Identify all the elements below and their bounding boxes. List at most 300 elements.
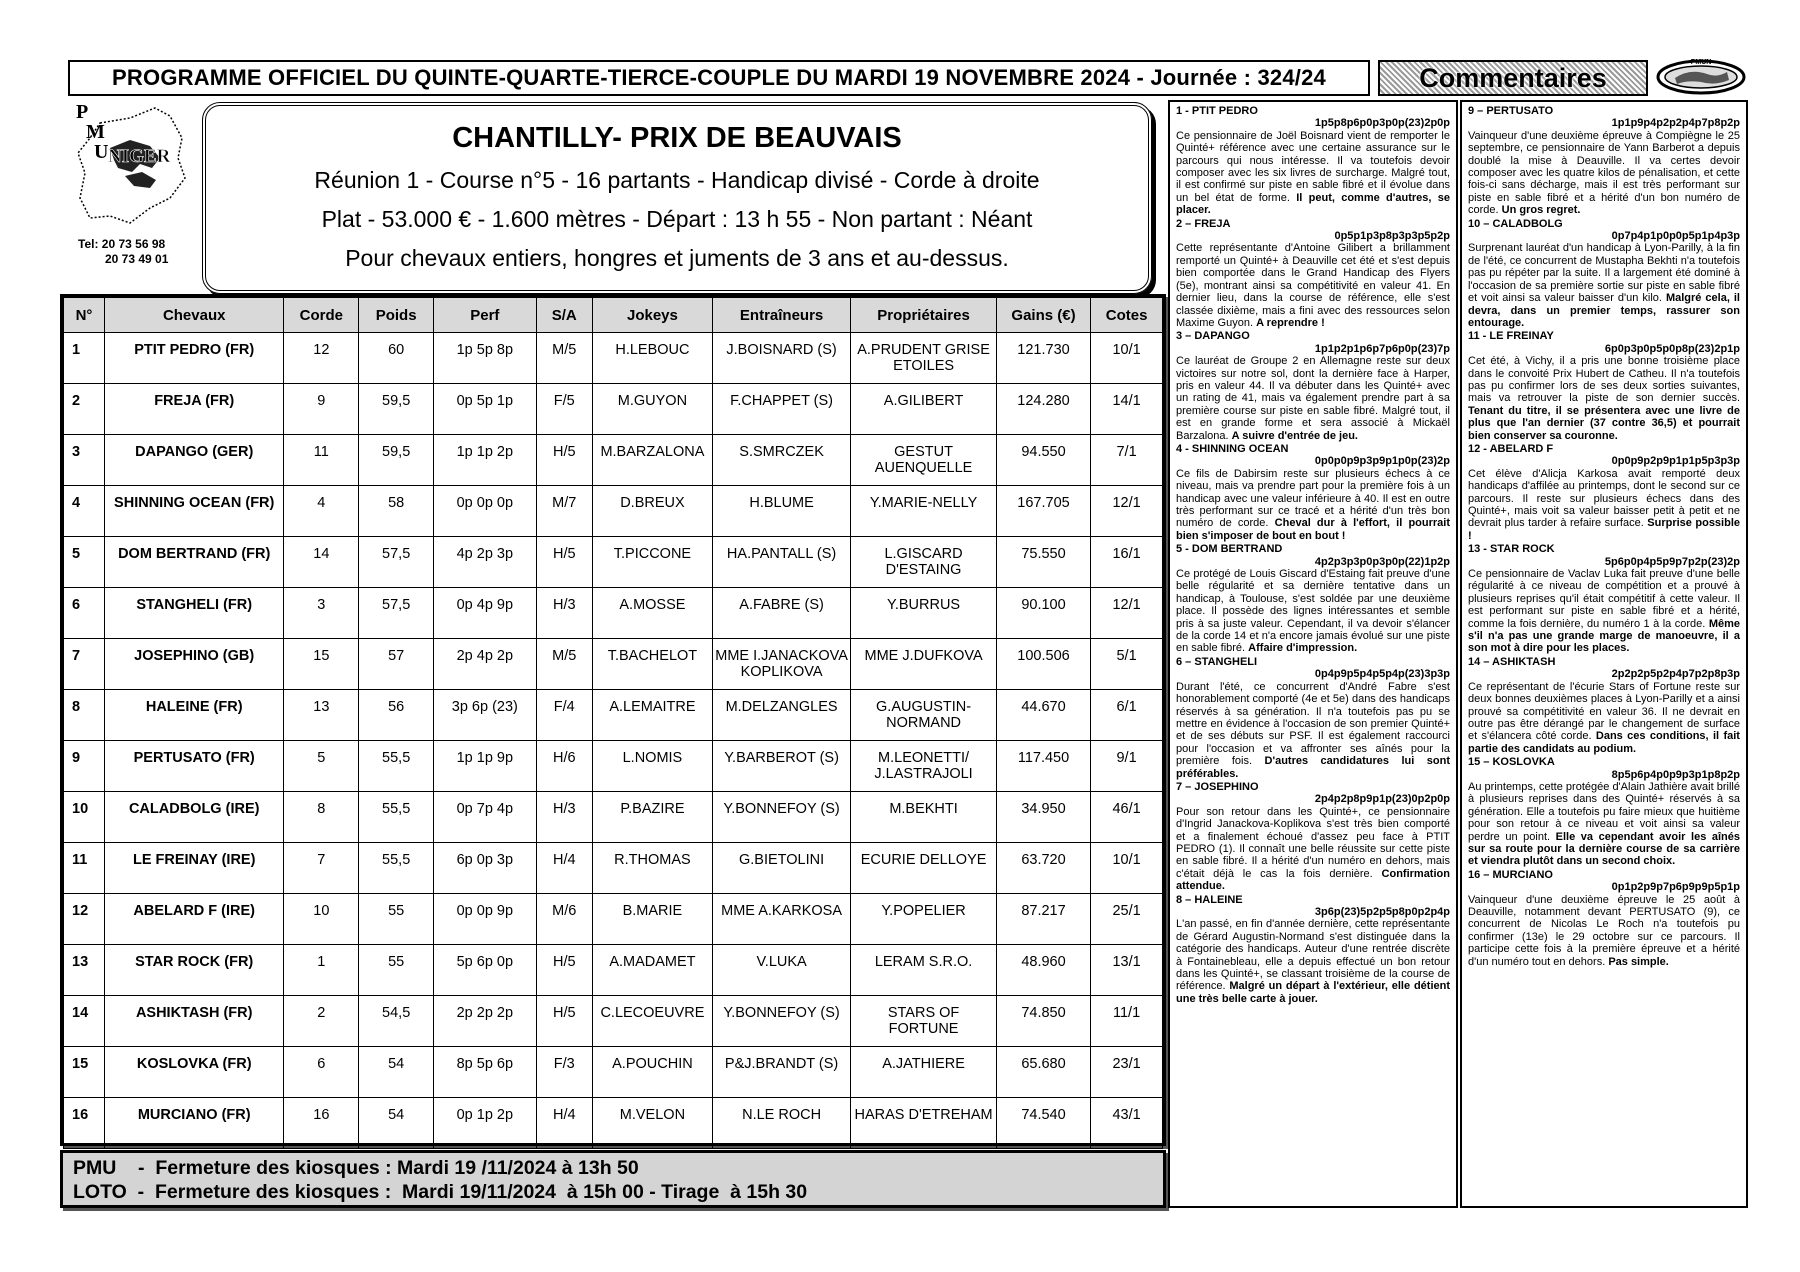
comment-verdict: Même s'il n'a pas une grande marge de manoeuvre, il a son mot à dire pour les places. [1468, 617, 1741, 655]
cell-perf: 1p 1p 2p [434, 435, 537, 486]
comment-perf-string: 2p2p2p5p2p4p7p2p8p3p [1611, 668, 1740, 681]
comment-text [1176, 355, 1450, 442]
cell-cote: 16/1 [1091, 537, 1163, 588]
comment-perf-string: 1p5p8p6p0p3p0p(23)2p0p [1314, 117, 1450, 130]
cell-cote: 23/1 [1091, 1047, 1163, 1098]
cell-owner: M.BEKHTI [851, 792, 997, 843]
comment-verdict: Un gros regret. [1501, 204, 1581, 217]
cell-gains: 44.670 [996, 690, 1090, 741]
cell-num: 1 [64, 333, 105, 384]
cell-perf: 0p 7p 4p [434, 792, 537, 843]
table-row [64, 1047, 1163, 1098]
cell-owner: G.AUGUSTIN-NORMAND [851, 690, 997, 741]
table-row [64, 1098, 1163, 1149]
cell-sa: H/6 [536, 741, 592, 792]
comment-verdict: Affaire d'impression. [1248, 642, 1358, 655]
phone-1: Tel: 20 73 56 98 [78, 237, 166, 251]
cell-corde: 10 [284, 894, 359, 945]
race-title: CHANTILLY- PRIX DE BEAUVAIS [452, 122, 902, 154]
comment-horse-title: 7 – JOSEPHINO [1176, 780, 1259, 793]
table-row [64, 945, 1163, 996]
comment-horse-title: 4 - SHINNING OCEAN [1176, 442, 1289, 455]
runners-table [63, 297, 1163, 1149]
cell-num: 9 [64, 741, 105, 792]
race-line-1: Réunion 1 - Course n°5 - 16 partants - Handicap divisé - Corde à droite [314, 167, 1040, 193]
cell-cote: 5/1 [1091, 639, 1163, 690]
cell-horse: FREJA (FR) [105, 384, 284, 435]
col-header-num: N° [64, 298, 105, 333]
comment-perf-string: 6p0p3p0p5p0p8p(23)2p1p [1604, 342, 1740, 355]
cell-owner: Y.BURRUS [851, 588, 997, 639]
cell-owner: A.JATHIERE [851, 1047, 997, 1098]
col-header-owner: Propriétaires [851, 298, 997, 333]
cell-sa: H/5 [536, 435, 592, 486]
pmu-oval-logo-icon [1655, 56, 1747, 96]
cell-num: 15 [64, 1047, 105, 1098]
comment-body: Cet été, à Vichy, il a pris une bonne troisième place dans le convoité Prix Hubert de Catheu. Il n'a toutefois pas pu confirmer lors de ses deux sorties suivantes, mais va retrouver la piste de son dernier succès. [1468, 355, 1740, 405]
comment-perf-string: 4p2p3p3p0p3p0p(22)1p2p [1314, 555, 1450, 568]
cell-cote: 46/1 [1091, 792, 1163, 843]
comment-perf-string: 0p0p0p9p3p9p1p0p(23)2p [1314, 455, 1450, 468]
cell-cote: 9/1 [1091, 741, 1163, 792]
cell-owner: MME J.DUFKOVA [851, 639, 997, 690]
cell-sa: F/4 [536, 690, 592, 741]
comment-entry [1468, 218, 1740, 330]
cell-cote: 13/1 [1091, 945, 1163, 996]
comment-text [1468, 894, 1740, 968]
cell-num: 6 [64, 588, 105, 639]
cell-corde: 14 [284, 537, 359, 588]
comment-entry [1176, 443, 1450, 542]
comments-column-2 [1460, 100, 1748, 1208]
race-line-2: Plat - 53.000 € - 1.600 mètres - Départ : 13 h 55 - Non partant : Néant [321, 206, 1033, 232]
comment-body: Ce représentant de l'écurie Stars of Fortune reste sur deux bonnes deuxièmes places à Lyon-Parilly et a ainsi prouvé sa compétitivité en valeur 36. Il ne devrait en outre pas être dérangé par le changement de surface et s'élancera côté corde. [1468, 680, 1740, 743]
cell-trainer: A.FABRE (S) [712, 588, 850, 639]
cell-cote: 7/1 [1091, 435, 1163, 486]
cell-num: 2 [64, 384, 105, 435]
cell-corde: 2 [284, 996, 359, 1047]
comment-horse-title: 8 – HALEINE [1176, 893, 1243, 906]
phone-2: 20 73 49 01 [105, 252, 169, 266]
cell-trainer: MME I.JANACKOVA KOPLIKOVA [712, 639, 850, 690]
comment-horse-title: 10 – CALADBOLG [1468, 217, 1563, 230]
cell-horse: JOSEPHINO (GB) [105, 639, 284, 690]
cell-sa: H/3 [536, 792, 592, 843]
cell-jockey: M.GUYON [592, 384, 712, 435]
logo-letter-m: M [86, 121, 105, 143]
cell-sa: M/5 [536, 333, 592, 384]
cell-gains: 90.100 [996, 588, 1090, 639]
cell-jockey: A.MADAMET [592, 945, 712, 996]
cell-poids: 55 [359, 945, 434, 996]
table-row [64, 741, 1163, 792]
cell-owner: M.LEONETTI/ J.LASTRAJOLI [851, 741, 997, 792]
comment-perf-string: 0p1p2p9p7p6p9p9p5p1p [1611, 881, 1740, 894]
comment-horse-title: 1 - PTIT PEDRO [1176, 105, 1258, 117]
cell-cote: 10/1 [1091, 333, 1163, 384]
cell-sa: H/3 [536, 588, 592, 639]
cell-horse: SHINNING OCEAN (FR) [105, 486, 284, 537]
cell-gains: 63.720 [996, 843, 1090, 894]
cell-owner: ECURIE DELLOYE [851, 843, 997, 894]
cell-poids: 55 [359, 894, 434, 945]
cell-perf: 0p 1p 2p [434, 1098, 537, 1149]
cell-poids: 59,5 [359, 384, 434, 435]
comment-horse-title: 13 - STAR ROCK [1468, 543, 1555, 556]
comment-body: Ce pensionnaire de Vaclav Luka fait preuve d'une belle régularité à ce niveau de compétition et a prouvé à plusieurs reprises qu'il était compétitif à cette valeur. Il est performant sur piste en sable fibré et a hérité, comme la fois dernière, du numéro 1 à la corde. [1468, 568, 1740, 630]
comment-entry [1176, 656, 1450, 780]
comment-verdict: Elle va cependant avoir les aînés sur sa route pour la dernière course de sa carrière et viendra plutôt dans un second choix. [1468, 830, 1741, 868]
comment-body: Ce lauréat de Groupe 2 en Allemagne reste sur deux victoires sur notre sol, dont la dernière face à Harper, pris en valeur 44. Il va débuter dans les Quinté+ avec un rating de 41, mais va également prendre part à sa première course sur piste en sable fibré. Malgré tout, il est en grande forme et sera associé à Mickaël Barzalona. [1176, 355, 1450, 442]
page-banner [68, 60, 1370, 96]
cell-horse: LE FREINAY (IRE) [105, 843, 284, 894]
comment-verdict: Malgré cela, il devra, dans un premier temps, rassurer son entourage. [1468, 292, 1740, 329]
cell-perf: 3p 6p (23) [434, 690, 537, 741]
closing-times-footer [60, 1150, 1166, 1208]
comment-body: Cette représentante d'Antoine Gilibert a brillamment remporté un Quinté+ à Deauville cet été et s'est depuis bien comportée dans le Grand Handicap des Flyers (5e), montrant ainsi sa compétitivité en valeur 41. En dernier lieu, dans la course de référence, elle s'est classée dixième, mais a fini avec des ressources selon Maxime Guyon. [1176, 242, 1450, 329]
cell-perf: 4p 2p 3p [434, 537, 537, 588]
comment-verdict: Confirmation attendue. [1176, 867, 1450, 893]
cell-gains: 74.850 [996, 996, 1090, 1047]
footer-pmu: PMU - Fermeture des kiosques : Mardi 19 /11/2024 à 13h 50 [73, 1157, 639, 1179]
cell-cote: 11/1 [1091, 996, 1163, 1047]
cell-corde: 13 [284, 690, 359, 741]
comment-body: Pour son retour dans les Quinté+, ce pensionnaire d'Ingrid Janackova-Koplikova s'est très bien comporté et a finalement échoué d'assez peu face à PTIT PEDRO (1). Il connaît une belle réussite sur cette piste en sable fibré. Il a hérité d'un numéro en dehors, mais c'était déjà le cas la fois dernière. [1176, 805, 1450, 880]
cell-corde: 12 [284, 333, 359, 384]
cell-sa: H/5 [536, 537, 592, 588]
cell-cote: 12/1 [1091, 486, 1163, 537]
cell-jockey: M.BARZALONA [592, 435, 712, 486]
cell-num: 4 [64, 486, 105, 537]
cell-jockey: A.MOSSE [592, 588, 712, 639]
cell-horse: DAPANGO (GER) [105, 435, 284, 486]
cell-corde: 7 [284, 843, 359, 894]
cell-sa: H/5 [536, 945, 592, 996]
table-row [64, 639, 1163, 690]
cell-jockey: M.VELON [592, 1098, 712, 1149]
cell-gains: 65.680 [996, 1047, 1090, 1098]
cell-sa: M/6 [536, 894, 592, 945]
cell-jockey: A.LEMAITRE [592, 690, 712, 741]
table-row [64, 588, 1163, 639]
comment-body: L'an passé, en fin d'année dernière, cette représentante de Gérard Augustin-Normand s'est distinguée dans la catégorie des handicaps. Auteur d'une rentrée discrète à Fontainebleau, elle a depuis effectué un bon retour dans les Quinté+, se classant troisième de la course de référence. [1176, 918, 1450, 993]
cell-gains: 34.950 [996, 792, 1090, 843]
cell-owner: STARS OF FORTUNE [851, 996, 997, 1047]
cell-poids: 55,5 [359, 741, 434, 792]
cell-gains: 121.730 [996, 333, 1090, 384]
comment-text [1468, 568, 1740, 655]
table-row [64, 996, 1163, 1047]
comment-horse-title: 15 – KOSLOVKA [1468, 756, 1555, 769]
comment-perf-string: 0p4p9p5p4p5p4p(23)3p3p [1314, 668, 1450, 681]
comment-verdict: Tenant du titre, il se présentera avec une livre de plus que l'an dernier (37 contre 36,5) et pourrait bien conserver sa couronne. [1468, 404, 1740, 442]
cell-corde: 15 [284, 639, 359, 690]
comment-body: Vainqueur d'une deuxième épreuve à Compiègne le 25 septembre, ce pensionnaire de Yann Barberot a depuis doublé la mise à Deauville. Il va certes devoir composer avec les quatre kilos de pénalisation, et cette fois-ci sans décharge, mais il est très performant sur piste en sable fibré et a hérité d'un bon numéro de corde. [1468, 129, 1740, 217]
cell-cote: 6/1 [1091, 690, 1163, 741]
cell-num: 11 [64, 843, 105, 894]
cell-sa: F/5 [536, 384, 592, 435]
comment-entry [1176, 218, 1450, 330]
comment-entry [1176, 330, 1450, 442]
cell-trainer: Y.BONNEFOY (S) [712, 792, 850, 843]
table-row [64, 384, 1163, 435]
comment-text [1176, 806, 1450, 893]
comments-title: Commentaires [1419, 62, 1607, 93]
cell-corde: 3 [284, 588, 359, 639]
comment-verdict: Malgré un départ à l'extérieur, elle détient une très belle carte à jouer. [1176, 980, 1450, 1005]
cell-horse: HALEINE (FR) [105, 690, 284, 741]
cell-horse: STAR ROCK (FR) [105, 945, 284, 996]
table-row [64, 843, 1163, 894]
cell-cote: 25/1 [1091, 894, 1163, 945]
cell-gains: 100.506 [996, 639, 1090, 690]
cell-corde: 16 [284, 1098, 359, 1149]
comment-entry [1468, 330, 1740, 442]
cell-poids: 57,5 [359, 537, 434, 588]
col-header-trainer: Entraîneurs [712, 298, 850, 333]
comment-verdict: Dans ces conditions, il fait partie des candidats au podium. [1468, 730, 1740, 755]
cell-gains: 117.450 [996, 741, 1090, 792]
comment-horse-title: 3 – DAPANGO [1176, 330, 1250, 343]
footer-loto: LOTO - Fermeture des kiosques : Mardi 19/11/2024 à 15h 00 - Tirage à 15h 30 [73, 1181, 808, 1203]
cell-perf: 5p 6p 0p [434, 945, 537, 996]
comments-column-1 [1168, 100, 1458, 1208]
cell-trainer: MME A.KARKOSA [712, 894, 850, 945]
cell-trainer: J.BOISNARD (S) [712, 333, 850, 384]
cell-num: 10 [64, 792, 105, 843]
comment-verdict: D'autres candidatures lui sont préférables. [1176, 755, 1450, 780]
cell-sa: H/5 [536, 996, 592, 1047]
comment-text [1468, 130, 1740, 217]
comment-body: Vainqueur d'une deuxième épreuve le 25 août à Deauville, notamment devant PERTUSATO (9), ce concurrent de Nicolas Le Roch n'a toutefois pu confirmer (13e) le 29 octobre sur ce parcours. Il participe cette fois à la première épreuve et a hérité d'un numéro tout en dehors. [1468, 893, 1740, 968]
comment-body: Surprenant lauréat d'un handicap à Lyon-Parilly, à la fin de l'été, ce concurrent de Mustapha Bekhti n'a toutefois pas pu répéter par la suite. Il a largement été dominé à l'occasion de sa première sortie sur piste en sable fibré et voit ainsi sa valeur baisser d'un kilo. [1468, 242, 1740, 305]
comment-text [1176, 468, 1450, 542]
cell-owner: LERAM S.R.O. [851, 945, 997, 996]
cell-jockey: R.THOMAS [592, 843, 712, 894]
cell-jockey: C.LECOEUVRE [592, 996, 712, 1047]
comment-text [1468, 242, 1740, 329]
cell-trainer: M.DELZANGLES [712, 690, 850, 741]
cell-gains: 48.960 [996, 945, 1090, 996]
comment-perf-string: 8p5p6p4p0p9p3p1p8p2p [1611, 768, 1740, 781]
cell-perf: 1p 5p 8p [434, 333, 537, 384]
cell-jockey: L.NOMIS [592, 741, 712, 792]
cell-poids: 57,5 [359, 588, 434, 639]
comment-entry [1468, 105, 1740, 217]
comment-verdict: Cheval dur à l'effort, il pourrait bien s'imposer de bout en bout ! [1176, 517, 1450, 542]
cell-poids: 55,5 [359, 843, 434, 894]
comment-text [1176, 130, 1450, 217]
cell-trainer: Y.BONNEFOY (S) [712, 996, 850, 1047]
cell-trainer: P&J.BRANDT (S) [712, 1047, 850, 1098]
cell-jockey: T.PICCONE [592, 537, 712, 588]
cell-poids: 55,5 [359, 792, 434, 843]
comment-verdict: Surprise possible ! [1468, 517, 1740, 542]
cell-sa: H/4 [536, 843, 592, 894]
comments-header [1378, 60, 1648, 96]
cell-horse: STANGHELI (FR) [105, 588, 284, 639]
cell-num: 5 [64, 537, 105, 588]
cell-horse: ABELARD F (IRE) [105, 894, 284, 945]
comment-horse-title: 2 – FREJA [1176, 217, 1231, 230]
cell-trainer: H.BLUME [712, 486, 850, 537]
comment-text [1176, 681, 1450, 780]
cell-corde: 1 [284, 945, 359, 996]
comment-body: Durant l'été, ce concurrent d'André Fabre s'est honorablement comporté (4e et 5e) dans des handicaps réservés à sa génération. Il n'a toutefois pas pu se mettre en évidence à l'occasion de son premier Quinté+ et de ses débuts sur PSF. Il est également raccourci pour l'occasion et va affronter ses aînés pour la première fois. [1176, 680, 1450, 768]
race-info-box [202, 102, 1152, 294]
comment-text [1468, 781, 1740, 868]
logo-niger: NIGER [108, 146, 171, 167]
comment-entry [1176, 781, 1450, 893]
cell-sa: M/5 [536, 639, 592, 690]
comment-verdict: A suivre d'entrée de jeu. [1231, 429, 1358, 442]
cell-owner: L.GISCARD D'ESTAING [851, 537, 997, 588]
col-header-sa: S/A [536, 298, 592, 333]
cell-corde: 9 [284, 384, 359, 435]
col-header-corde: Corde [284, 298, 359, 333]
cell-cote: 14/1 [1091, 384, 1163, 435]
cell-num: 12 [64, 894, 105, 945]
cell-perf: 2p 2p 2p [434, 996, 537, 1047]
cell-horse: DOM BERTRAND (FR) [105, 537, 284, 588]
comment-perf-string: 5p6p0p4p5p9p7p2p(23)2p [1604, 555, 1740, 568]
cell-gains: 124.280 [996, 384, 1090, 435]
comment-perf-string: 0p0p9p2p9p1p1p5p3p3p [1611, 455, 1740, 468]
cell-num: 7 [64, 639, 105, 690]
comment-body: Ce pensionnaire de Joël Boisnard vient de remporter le Quinté+ référence avec une certaine assurance sur le parcours qui nous intéresse. Il va toutefois devoir composer avec les six livres de surcharge. Malgré tout, il est confirmé sur piste en sable fibré et il évolue dans un bel état de forme. [1176, 129, 1450, 204]
cell-jockey: B.MARIE [592, 894, 712, 945]
cell-corde: 11 [284, 435, 359, 486]
col-header-perf: Perf [434, 298, 537, 333]
comment-verdict: A reprendre ! [1256, 316, 1325, 329]
cell-jockey: D.BREUX [592, 486, 712, 537]
cell-horse: KOSLOVKA (FR) [105, 1047, 284, 1098]
comment-entry [1468, 656, 1740, 755]
cell-perf: 0p 4p 9p [434, 588, 537, 639]
comment-text [1468, 681, 1740, 755]
cell-jockey: A.POUCHIN [592, 1047, 712, 1098]
cell-sa: M/7 [536, 486, 592, 537]
cell-trainer: Y.BARBEROT (S) [712, 741, 850, 792]
cell-owner: A.PRUDENT GRISE ETOILES [851, 333, 997, 384]
comment-entry [1176, 543, 1450, 655]
table-row [64, 537, 1163, 588]
comment-horse-title: 5 - DOM BERTRAND [1176, 543, 1283, 556]
comment-verdict: Pas simple. [1608, 955, 1669, 968]
comment-body: Au printemps, cette protégée d'Alain Jathière avait brillé à plusieurs reprises dans des Quinté+ réservés à sa génération. Elle a toutefois pu faire mieux que huitième pour son retour à ce niveau et voit ainsi sa valeur perdre un point. [1468, 780, 1740, 843]
runners-table-wrapper [60, 294, 1166, 1146]
comment-text [1176, 568, 1450, 655]
cell-num: 13 [64, 945, 105, 996]
comment-perf-string: 1p1p9p4p2p2p4p7p8p2p [1611, 117, 1740, 130]
table-header-row [64, 298, 1163, 333]
comment-entry [1176, 105, 1450, 217]
cell-horse: CALADBOLG (IRE) [105, 792, 284, 843]
cell-horse: ASHIKTASH (FR) [105, 996, 284, 1047]
cell-trainer: V.LUKA [712, 945, 850, 996]
cell-horse: PERTUSATO (FR) [105, 741, 284, 792]
comment-perf-string: 3p6p(23)5p2p5p8p0p2p4p [1314, 906, 1450, 918]
comment-horse-title: 14 – ASHIKTASH [1468, 655, 1556, 668]
comment-text [1468, 355, 1740, 442]
comment-horse-title: 6 – STANGHELI [1176, 655, 1258, 668]
cell-num: 16 [64, 1098, 105, 1149]
comment-entry [1468, 543, 1740, 655]
cell-poids: 54 [359, 1047, 434, 1098]
cell-perf: 0p 0p 9p [434, 894, 537, 945]
cell-poids: 58 [359, 486, 434, 537]
table-row [64, 486, 1163, 537]
cell-perf: 1p 1p 9p [434, 741, 537, 792]
comment-perf-string: 2p4p2p8p9p1p(23)0p2p0p [1314, 793, 1450, 806]
table-row [64, 894, 1163, 945]
banner-title: PROGRAMME OFFICIEL DU QUINTE-QUARTE-TIERCE-COUPLE DU MARDI 19 NOVEMBRE 2024 - Journée : 324/24 [112, 65, 1326, 90]
cell-jockey: H.LEBOUC [592, 333, 712, 384]
cell-cote: 10/1 [1091, 843, 1163, 894]
comment-entry [1176, 894, 1450, 1006]
cell-poids: 56 [359, 690, 434, 741]
col-header-cotes: Cotes [1091, 298, 1163, 333]
col-header-gains: Gains (€) [996, 298, 1090, 333]
cell-gains: 87.217 [996, 894, 1090, 945]
comment-body: Ce fils de Dabirsim reste sur plusieurs échecs à ce niveau, mais va prendre part pour la première fois à un handicap avec une valeur inférieure à 40. Il est en outre très performant sur ce tracé et a hérité d'un très bon numéro de corde. [1176, 467, 1450, 530]
logo-letter-u: U [94, 141, 109, 163]
comment-horse-title: 12 - ABELARD F [1468, 442, 1554, 455]
cell-num: 14 [64, 996, 105, 1047]
comment-horse-title: 16 – MURCIANO [1468, 868, 1553, 881]
cell-cote: 43/1 [1091, 1098, 1163, 1149]
comment-text [1176, 918, 1450, 1005]
cell-corde: 6 [284, 1047, 359, 1098]
cell-corde: 5 [284, 741, 359, 792]
comment-body: Ce protégé de Louis Giscard d'Estaing fait preuve d'une belle régularité et sa dernière tentative dans un handicap, à Toulouse, s'est soldée par une deuxième place. Il possède des lignes intéressantes et semble pris à sa juste valeur. Cependant, il va devoir s'élancer de la corde 14 et n'a encore jamais évolué sur une piste en sable fibré. [1176, 568, 1450, 655]
pmu-niger-logo-icon [70, 98, 190, 233]
table-row [64, 792, 1163, 843]
cell-gains: 167.705 [996, 486, 1090, 537]
cell-jockey: P.BAZIRE [592, 792, 712, 843]
cell-cote: 12/1 [1091, 588, 1163, 639]
cell-perf: 0p 0p 0p [434, 486, 537, 537]
race-line-3: Pour chevaux entiers, hongres et juments de 3 ans et au-dessus. [345, 245, 1009, 271]
comment-entry [1468, 869, 1740, 968]
cell-poids: 59,5 [359, 435, 434, 486]
comment-entry [1468, 756, 1740, 868]
cell-owner: Y.POPELIER [851, 894, 997, 945]
cell-owner: A.GILIBERT [851, 384, 997, 435]
cell-trainer: N.LE ROCH [712, 1098, 850, 1149]
comment-horse-title: 11 - LE FREINAY [1468, 330, 1554, 343]
cell-corde: 8 [284, 792, 359, 843]
cell-num: 3 [64, 435, 105, 486]
cell-gains: 94.550 [996, 435, 1090, 486]
cell-poids: 54 [359, 1098, 434, 1149]
cell-owner: Y.MARIE-NELLY [851, 486, 997, 537]
cell-owner: GESTUT AUENQUELLE [851, 435, 997, 486]
table-row [64, 435, 1163, 486]
comment-perf-string: 0p5p1p3p8p3p3p5p2p [1334, 230, 1450, 243]
comment-horse-title: 9 – PERTUSATO [1468, 105, 1554, 117]
logo-letter-p: P [76, 101, 89, 123]
cell-gains: 74.540 [996, 1098, 1090, 1149]
cell-gains: 75.550 [996, 537, 1090, 588]
cell-num: 8 [64, 690, 105, 741]
cell-poids: 57 [359, 639, 434, 690]
table-body [64, 333, 1163, 1149]
comment-perf-string: 1p1p2p1p6p7p6p0p(23)7p [1314, 342, 1450, 355]
col-header-horse: Chevaux [105, 298, 284, 333]
comment-perf-string: 0p7p4p1p0p0p5p1p4p3p [1611, 230, 1740, 243]
cell-sa: H/4 [536, 1098, 592, 1149]
